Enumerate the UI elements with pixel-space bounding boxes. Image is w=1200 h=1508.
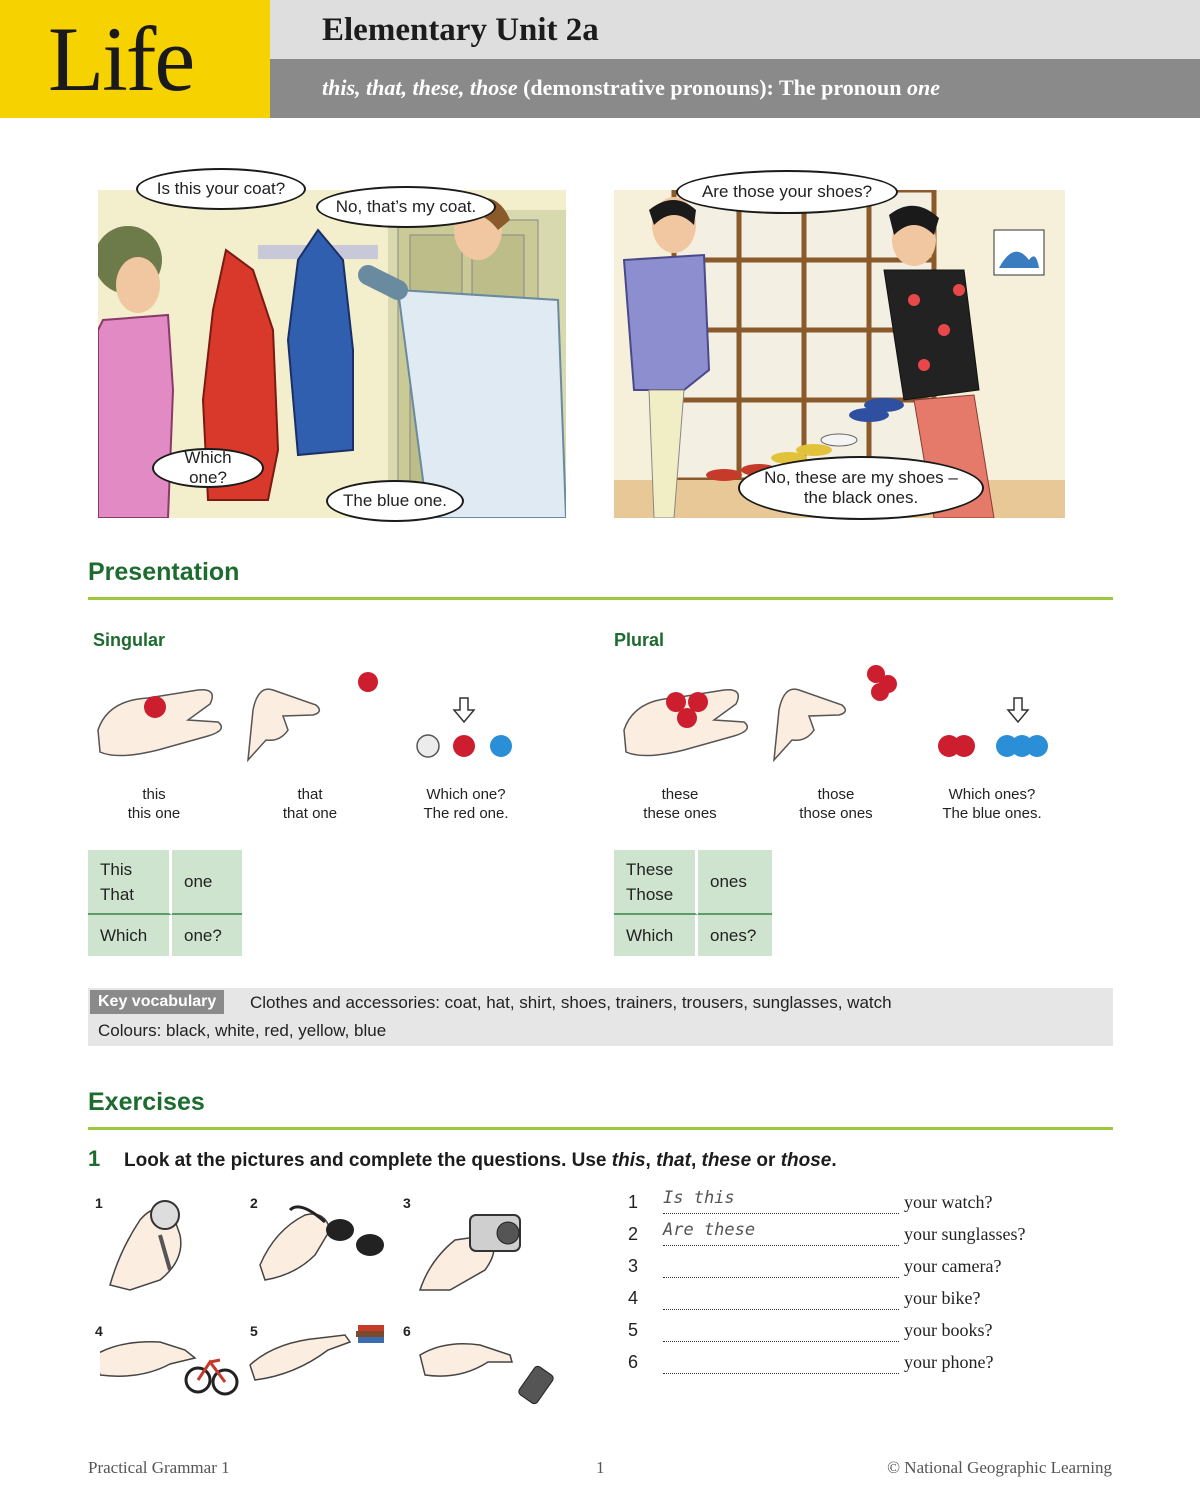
caption-line: this one xyxy=(127,805,181,822)
question-text: your books? xyxy=(904,1320,993,1340)
page-subtitle xyxy=(322,75,940,101)
answer-text: Is this xyxy=(663,1188,735,1208)
question-text: your camera? xyxy=(904,1256,1002,1276)
section-divider xyxy=(88,1127,1113,1130)
question-text: your watch? xyxy=(904,1192,993,1212)
answer-blank[interactable] xyxy=(663,1350,899,1374)
answer-blank[interactable] xyxy=(663,1318,899,1342)
caption-line: Which one? xyxy=(426,786,506,803)
instruction-part: or xyxy=(751,1150,781,1171)
subtitle-part: this, that, these, those xyxy=(322,75,518,100)
caption xyxy=(98,785,210,823)
presentation-heading: Presentation xyxy=(88,558,240,586)
instruction-part: that xyxy=(656,1150,691,1171)
singular-illustrations xyxy=(88,660,528,780)
section-divider xyxy=(88,597,1113,600)
singular-heading: Singular xyxy=(93,630,166,650)
footer-left: Practical Grammar 1 xyxy=(88,1458,230,1477)
picture-number: 5 xyxy=(250,1323,258,1339)
instruction-part: . xyxy=(831,1150,837,1171)
key-vocabulary-label: Key vocabulary xyxy=(90,990,224,1014)
table-cell-line: Those xyxy=(626,884,674,904)
plural-heading: Plural xyxy=(614,630,665,650)
instruction-part: those xyxy=(780,1150,832,1171)
coat-scene-illustration xyxy=(98,179,566,518)
exercise-number: 1 xyxy=(88,1146,101,1171)
caption-line: these ones xyxy=(643,805,717,822)
picture-number: 4 xyxy=(95,1323,103,1339)
footer-right: © National Geographic Learning xyxy=(887,1458,1112,1477)
subtitle-part: one xyxy=(906,75,940,100)
hand-pointing-at-phone-icon xyxy=(420,1344,555,1405)
caption xyxy=(622,785,738,823)
key-vocabulary-colours: Colours: black, white, red, yellow, blue xyxy=(98,1021,387,1040)
question-number: 6 xyxy=(628,1352,639,1372)
speech-bubble: Is this your coat? xyxy=(136,168,306,210)
answer-blank[interactable] xyxy=(663,1254,899,1278)
table-cell: one xyxy=(172,850,242,915)
question-text: your bike? xyxy=(904,1288,981,1308)
exercise-pictures xyxy=(100,1190,560,1420)
title-bar xyxy=(270,0,1200,59)
caption-line: those ones xyxy=(799,805,873,822)
caption-line: The blue ones. xyxy=(942,805,1042,822)
hand-holding-ball-icon xyxy=(98,690,221,756)
hand-holding-watch-icon xyxy=(110,1201,181,1290)
hand-holding-balls-icon xyxy=(624,690,747,756)
table-cell xyxy=(88,850,172,915)
answer-blank[interactable] xyxy=(663,1222,899,1246)
logo: Life xyxy=(48,8,194,110)
hand-pointing-at-bike-icon xyxy=(100,1342,237,1394)
shoes-scene-illustration xyxy=(614,182,1065,518)
caption xyxy=(922,785,1062,823)
picture-number: 1 xyxy=(95,1195,103,1211)
speech-bubble: The blue one. xyxy=(326,480,464,522)
table-cell: Which xyxy=(88,915,172,956)
question-number: 1 xyxy=(628,1192,639,1212)
plural-grammar-table xyxy=(614,850,772,956)
picture-number: 2 xyxy=(250,1195,258,1211)
table-cell-line: These xyxy=(626,859,674,879)
question-number: 2 xyxy=(628,1224,639,1244)
hand-holding-sunglasses-icon xyxy=(260,1207,384,1280)
table-cell-line: That xyxy=(100,884,135,904)
table-cell: one? xyxy=(172,915,242,956)
caption-line: that xyxy=(297,786,323,803)
table-cell-line: This xyxy=(100,859,133,879)
question-text: your phone? xyxy=(904,1352,994,1372)
exercises-heading: Exercises xyxy=(88,1088,205,1116)
picture-number: 6 xyxy=(403,1323,411,1339)
instruction-part: Look at the pictures and complete the questions. Use xyxy=(124,1150,612,1171)
speech-bubble: No, that’s my coat. xyxy=(316,186,496,228)
question-text: your sunglasses? xyxy=(904,1224,1026,1244)
speech-bubble: No, these are my shoes – the black ones. xyxy=(738,456,984,520)
caption-line: Which ones? xyxy=(948,786,1036,803)
caption xyxy=(254,785,366,823)
table-cell: Which xyxy=(614,915,698,956)
singular-grammar-table xyxy=(88,850,242,956)
hand-holding-camera-icon xyxy=(420,1215,520,1290)
logo-box xyxy=(0,0,270,118)
answer-blank[interactable] xyxy=(663,1286,899,1310)
instruction-part: , xyxy=(645,1150,657,1171)
instruction-part: this xyxy=(611,1150,646,1171)
plural-illustrations xyxy=(614,660,1054,780)
hand-pointing-at-books-icon xyxy=(250,1325,384,1380)
page-title: Elementary Unit 2a xyxy=(322,12,599,48)
instruction-part: these xyxy=(701,1150,752,1171)
question-number: 5 xyxy=(628,1320,639,1340)
caption-line: that one xyxy=(282,805,338,822)
pointing-hand-icon xyxy=(774,665,897,760)
key-vocabulary-box xyxy=(88,988,1113,1046)
subtitle-part: (demonstrative pronouns): The pronoun xyxy=(517,75,907,100)
question-number: 4 xyxy=(628,1288,639,1308)
speech-bubble: Which one? xyxy=(152,448,264,488)
speech-bubble: Are those your shoes? xyxy=(676,170,898,214)
caption xyxy=(778,785,894,823)
answer-text: Are these xyxy=(663,1220,756,1240)
caption-line: The red one. xyxy=(423,805,509,822)
table-cell xyxy=(614,850,698,915)
caption-line: those xyxy=(817,786,855,803)
picture-number: 3 xyxy=(403,1195,411,1211)
caption xyxy=(396,785,536,823)
pointing-hand-icon xyxy=(248,672,378,760)
caption-line: these xyxy=(661,786,699,803)
question-number: 3 xyxy=(628,1256,639,1276)
caption-line: this xyxy=(142,786,166,803)
ball-choice-icon xyxy=(417,698,512,757)
table-cell: ones? xyxy=(698,915,772,956)
page-number: 1 xyxy=(596,1458,605,1477)
exercise-instruction xyxy=(124,1150,837,1172)
subtitle-bar xyxy=(270,59,1200,118)
balls-choice-icon xyxy=(938,698,1048,757)
key-vocabulary-clothes: Clothes and accessories: coat, hat, shirt, shoes, trainers, trousers, sunglasses, watch xyxy=(250,993,892,1012)
answer-blank[interactable] xyxy=(663,1190,899,1214)
instruction-part: , xyxy=(690,1150,702,1171)
table-cell: ones xyxy=(698,850,772,915)
